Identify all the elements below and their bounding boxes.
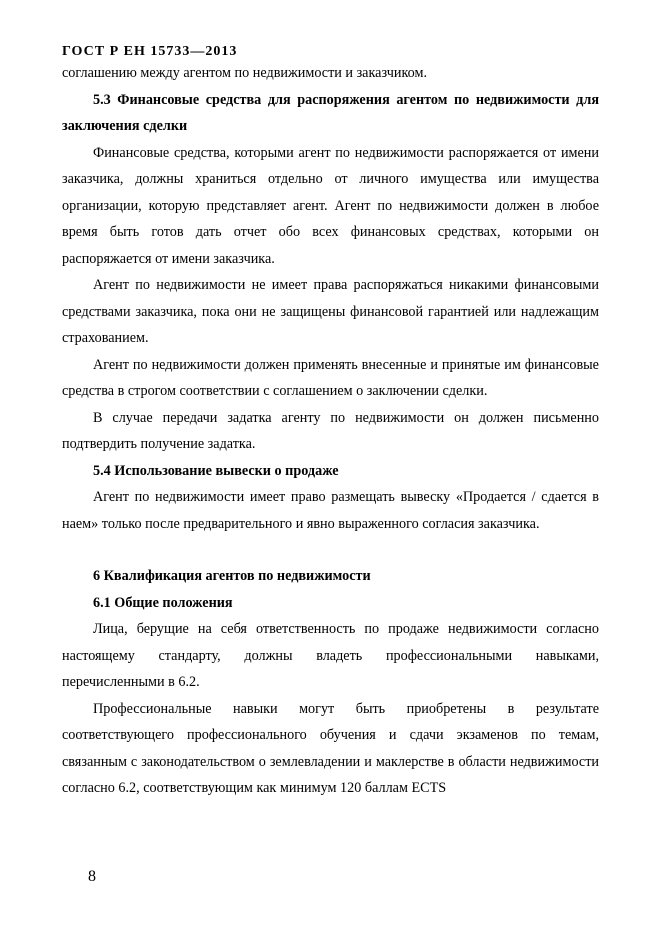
section-5-3-paragraph-4: В случае передачи задатка агенту по недвижимости он должен письменно подтвердить получение задатка. bbox=[62, 409, 599, 452]
document-body bbox=[62, 60, 599, 802]
section-6-heading: 6 Квалификация агентов по недвижимости bbox=[93, 568, 371, 584]
intro-paragraph: соглашению между агентом по недвижимости и заказчиком. bbox=[62, 65, 428, 81]
document-header: ГОСТ Р ЕН 15733—2013 bbox=[62, 44, 238, 59]
section-5-3-paragraph-2: Агент по недвижимости не имеет права распоряжаться никакими финансовыми средствами заказчика, пока они не защищены финансовой гарантией или надлежащим страхованием. bbox=[62, 277, 599, 346]
section-5-3-paragraph-3: Агент по недвижимости должен применять внесенные и принятые им финансовые средства в строгом соответствии с соглашением о заключении сделки. bbox=[62, 356, 599, 399]
section-6-1-heading: 6.1 Общие положения bbox=[93, 594, 233, 611]
section-6-1-paragraph-2: Профессиональные навыки могут быть приобретены в результате соответствующего профессионального обучения и сдачи экзаменов по темам, связанным с законодательством о землевладении и маклерстве в области недвижимости согласно 6.2, соответствующим как минимум 120 баллам ECTS bbox=[62, 700, 599, 796]
section-5-4-paragraph-1: Агент по недвижимости имеет право размещать вывеску «Продается / сдается в наем» только после предварительного и явно выраженного согласия заказчика. bbox=[62, 489, 599, 532]
page-number: 8 bbox=[88, 868, 96, 885]
section-5-3-paragraph-1: Финансовые средства, которыми агент по недвижимости распоряжается от имени заказчика, должны храниться отдельно от личного имущества или имущества организации, которую представляет агент. Агент по недвижимости должен в любое время быть готов дать отчет обо всех финансовых средствах, которыми он распоряжается от имени заказчика. bbox=[62, 144, 599, 267]
section-spacer bbox=[62, 537, 599, 563]
section-5-3-heading: 5.3 Финансовые средства для распоряжения агентом по недвижимости для заключения сделки bbox=[62, 91, 599, 134]
section-5-4-heading: 5.4 Использование вывески о продаже bbox=[93, 462, 339, 479]
section-6-1-paragraph-1: Лица, берущие на себя ответственность по продаже недвижимости согласно настоящему стандарту, должны владеть профессиональными навыками, перечисленными в 6.2. bbox=[62, 621, 599, 690]
